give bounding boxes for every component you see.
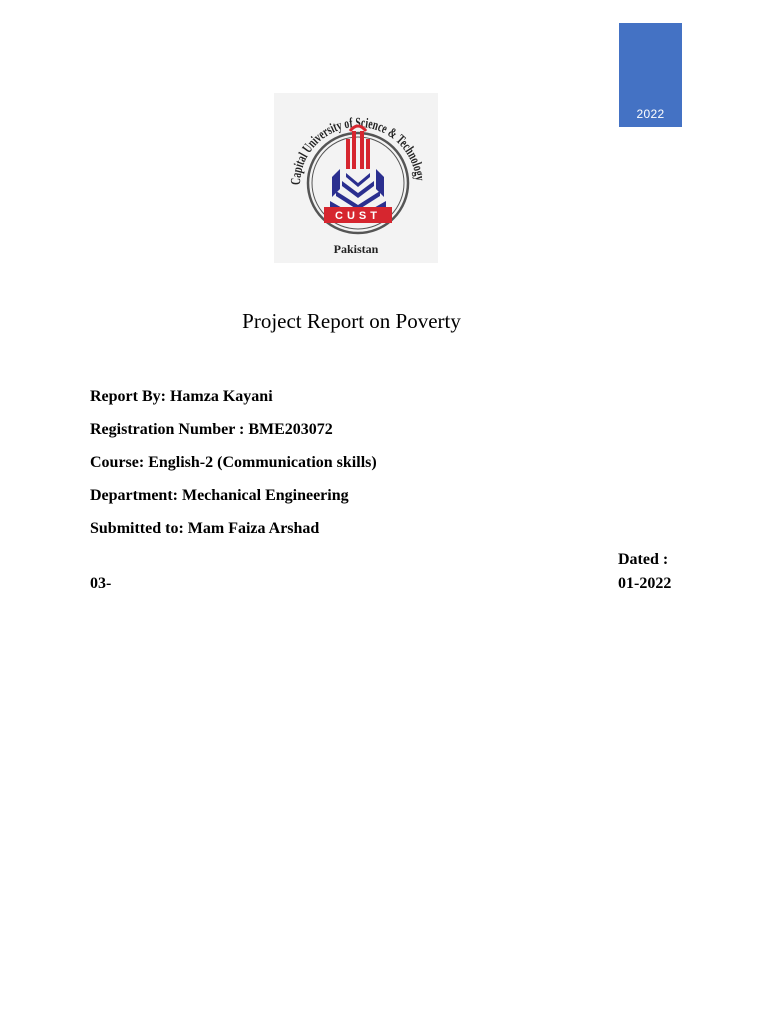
seal-banner-text: CUST [335,210,381,222]
year-label: 2022 [636,107,665,121]
report-details [90,386,690,551]
registration-number-line: Registration Number : BME203072 [90,421,333,438]
year-tab [619,23,682,127]
cust-seal-icon [274,93,438,263]
seal-arc-text: Capital University of Science & Technology [288,115,428,186]
university-logo [274,93,438,263]
date-part-right: 01-2022 [618,575,672,592]
report-by-line: Report By: Hamza Kayani [90,388,273,405]
date-part-left: 03- [90,575,112,592]
submitted-to-line: Submitted to: Mam Faiza Arshad [90,520,320,537]
report-title-text: Project Report on Poverty [242,309,461,333]
course-line: Course: English-2 (Communication skills) [90,454,377,471]
dated-label: Dated : [618,551,669,568]
seal-bottom-text: Pakistan [333,242,379,256]
report-title [0,309,703,334]
department-line: Department: Mechanical Engineering [90,487,349,504]
